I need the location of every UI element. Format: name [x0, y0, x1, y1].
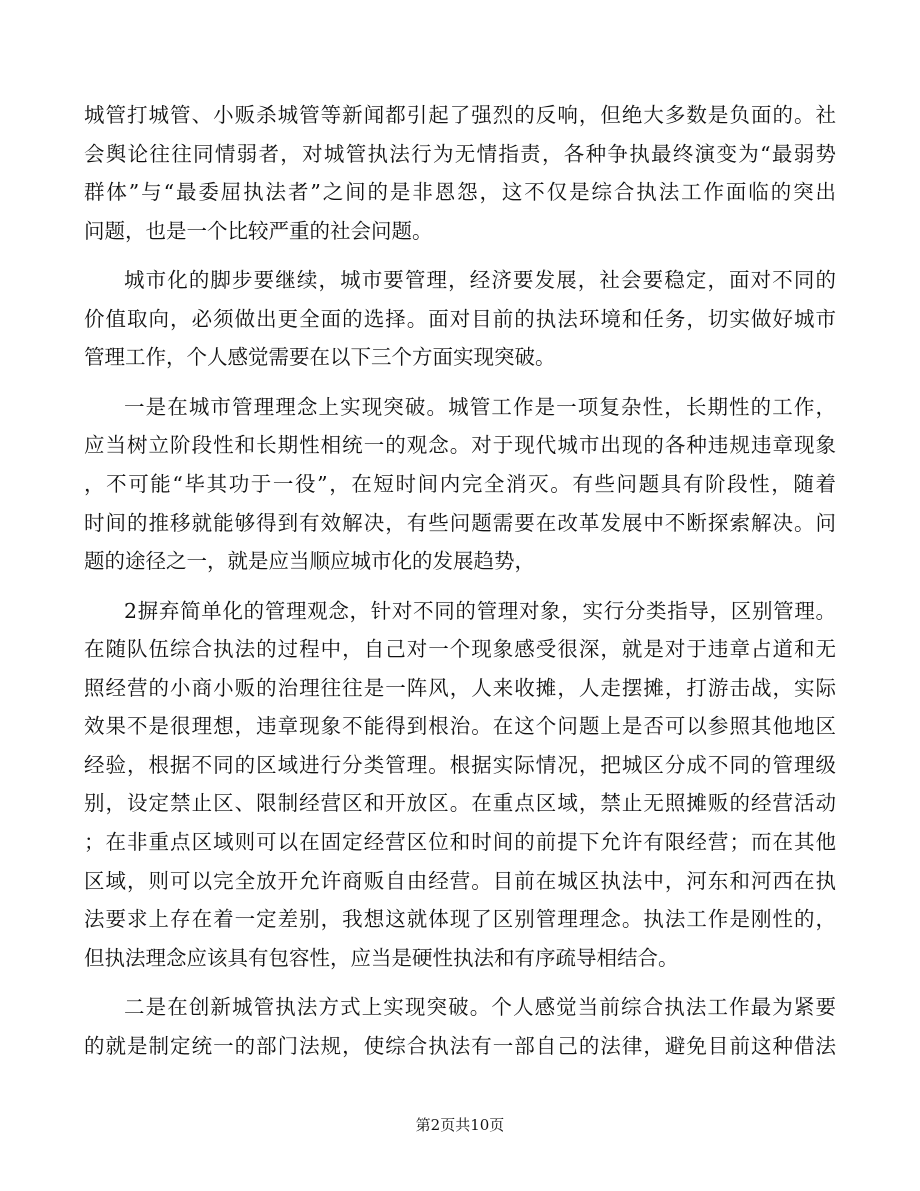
text-line: 问题，也是一个比较严重的社会问题。 [84, 218, 433, 243]
text-line: ，不可能“毕其功于一役”，在短时间内完全消灭。有些问题具有阶段性，随着 [84, 471, 836, 496]
paragraph [84, 96, 836, 250]
text-line: 但执法理念应该具有包容性，应当是硬性执法和有序疏导相结合。 [84, 945, 679, 970]
text-line: 时间的推移就能够得到有效解决，有些问题需要在改革发展中不断探索解决。问 [84, 510, 836, 535]
text-line: 效果不是很理想，违章现象不能得到根治。在这个问题上是否可以参照其他地区 [84, 714, 836, 739]
text-line: 区域，则可以完全放开允许商贩自由经营。目前在城区执法中，河东和河西在执 [84, 868, 836, 893]
paragraph-gap [84, 581, 836, 592]
text-line: 经验，根据不同的区域进行分类管理。根据实际情况，把城区分成不同的管理级 [84, 752, 836, 777]
text-line: 价值取向，必须做出更全面的选择。面对目前的执法环境和任务，切实做好城市 [84, 306, 836, 331]
text-line: 一是在城市管理理念上实现突破。城管工作是一项复杂性，长期性的工作， [124, 394, 836, 419]
text-line: 应当树立阶段性和长期性相统一的观念。对于现代城市出现的各种违规违章现象 [84, 433, 836, 458]
text-line: 城管打城管、小贩杀城管等新闻都引起了强烈的反响，但绝大多数是负面的。社 [84, 103, 836, 127]
page-number: 第2页共10页 [415, 1116, 505, 1134]
paragraph [84, 388, 836, 581]
text-line: 二是在创新城管执法方式上实现突破。个人感觉当前综合执法工作最为紧要 [124, 995, 836, 1020]
paragraph-gap [84, 250, 836, 261]
text-line: 别，设定禁止区、限制经营区和开放区。在重点区域，禁止无照摊贩的经营活动 [84, 791, 836, 816]
text-line: 在随队伍综合执法的过程中，自己对一个现象感受很深，就是对于违章占道和无 [84, 637, 836, 662]
text-line: 的就是制定统一的部门法规，使综合执法有一部自己的法律，避免目前这种借法 [84, 1033, 836, 1058]
text-line: 2摒弃简单化的管理观念，针对不同的管理对象，实行分类指导，区别管理。 [124, 598, 836, 623]
text-line: 群体”与“最委屈执法者”之间的是非恩怨，这不仅是综合执法工作面临的突出 [84, 180, 836, 205]
text-line: 城市化的脚步要继续，城市要管理，经济要发展，社会要稳定，面对不同的 [124, 268, 836, 293]
text-line: 题的途径之一，就是应当顺应城市化的发展趋势， [84, 549, 535, 574]
paragraph [84, 988, 836, 1065]
text-line: 会舆论往往同情弱者，对城管执法行为无情指责，各种争执最终演变为“最弱势 [84, 141, 836, 166]
text-line: 照经营的小商小贩的治理往往是一阵风，人来收摊，人走摆摊，打游击战，实际 [84, 675, 836, 700]
paragraph-gap [84, 977, 836, 988]
paragraph [84, 592, 836, 978]
paragraph-gap [84, 377, 836, 388]
text-line: 管理工作，个人感觉需要在以下三个方面实现突破。 [84, 345, 556, 370]
text-line: 法要求上存在着一定差别，我想这就体现了区别管理理念。执法工作是刚性的， [84, 907, 836, 932]
document-body [84, 96, 836, 1065]
paragraph [84, 261, 836, 377]
text-line: ；在非重点区域则可以在固定经营区位和时间的前提下允许有限经营；而在其他 [84, 830, 836, 855]
